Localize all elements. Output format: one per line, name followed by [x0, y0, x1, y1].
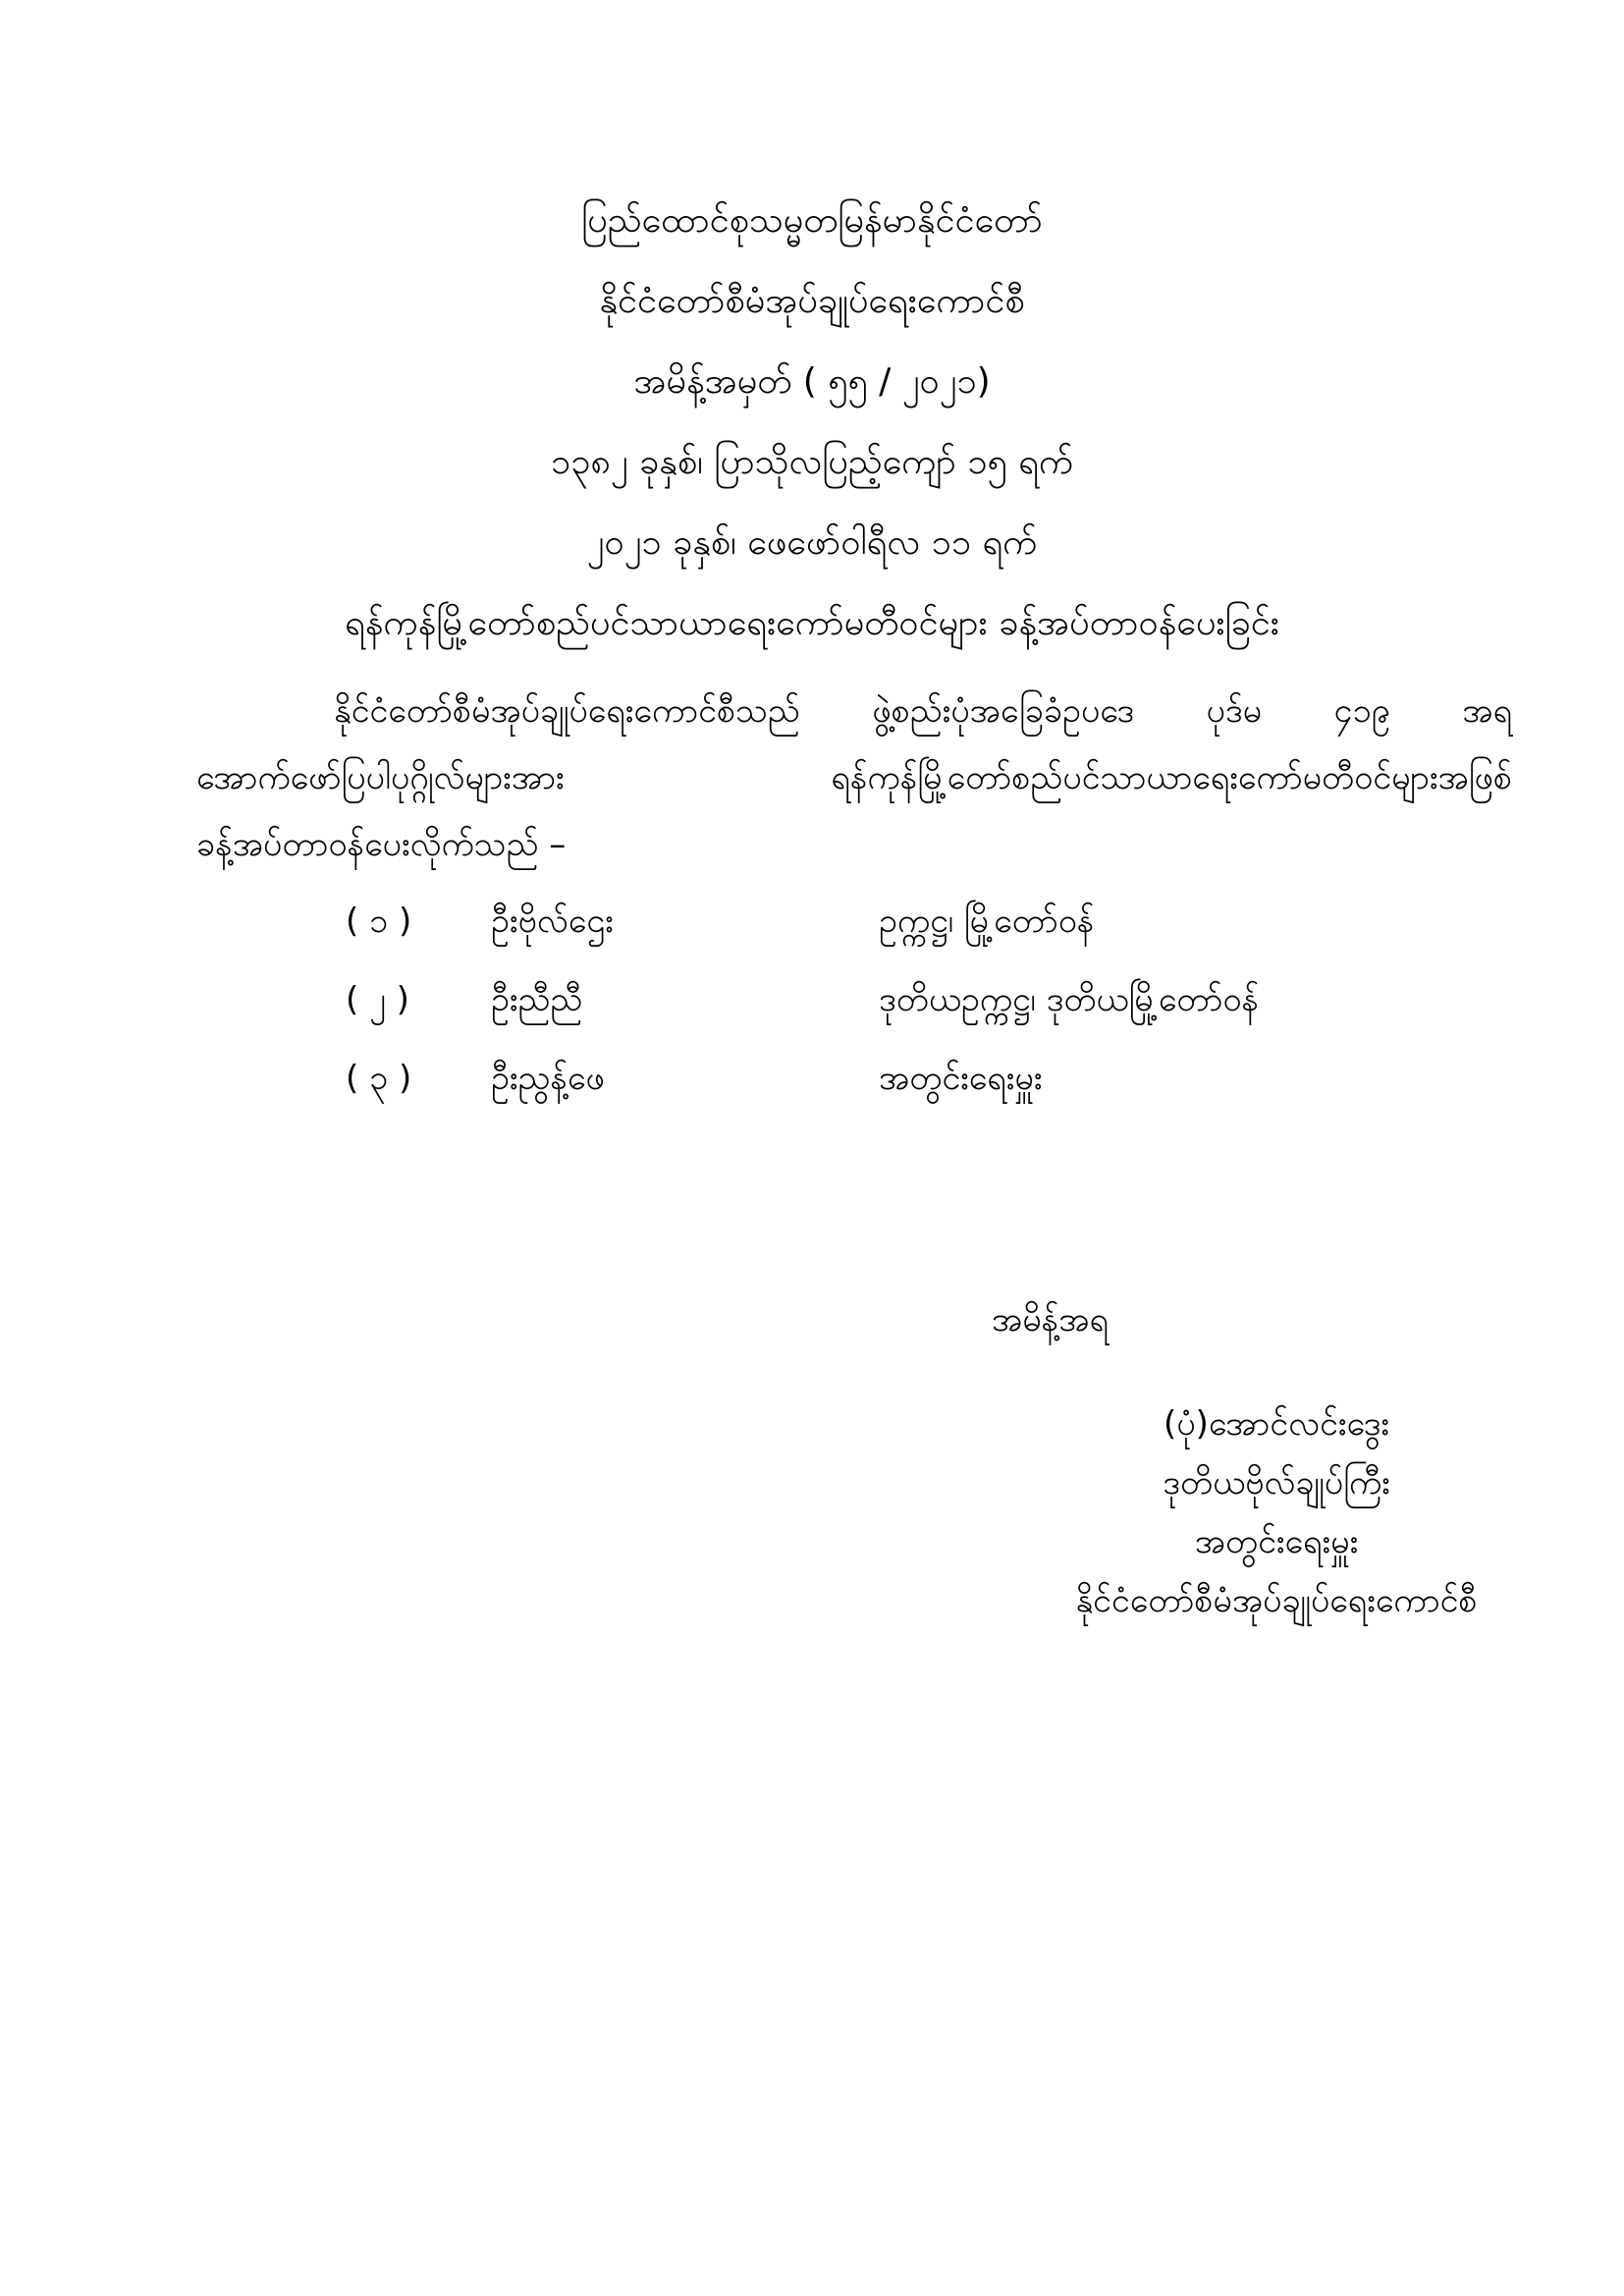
- heading-subject: ရန်ကုန်မြို့တော်စည်ပင်သာယာရေးကော်မတီဝင်များ ခန့်အပ်တာဝန်ပေးခြင်း: [345, 603, 1279, 643]
- signature-by-order: အမိန့်အရ: [992, 1300, 1109, 1339]
- list-item: [0, 894, 1624, 949]
- list-item-number: ( ၁ ): [346, 902, 412, 941]
- heading-order-number: အမိန့်အမှတ် ( ၅၅ / ၂၀၂၁): [633, 361, 991, 402]
- list-item-title: ဒုတိယဥက္ကဋ္ဌ၊ ဒုတိယမြို့တော်ဝန်: [879, 980, 1260, 1019]
- signature-block: [1011, 1394, 1542, 1630]
- list-item-name: ဦးဗိုလ်ဌေး: [491, 902, 614, 941]
- signature-rank: ဒုတိယဗိုလ်ချုပ်ကြီး: [1163, 1463, 1390, 1503]
- body-paragraph-line-2: အောက်ဖော်ပြပါပုဂ္ဂိုလ်များအား ရန်ကုန်မြို့တော်စည်ပင်သာယာရေးကော်မတီဝင်များအဖြစ်: [196, 758, 1512, 797]
- signature-name: (ပုံ)အောင်လင်းဒွေး: [1164, 1404, 1389, 1444]
- list-item-title: အတွင်းရေးမှူး: [879, 1059, 1043, 1098]
- heading-myanmar-date: ၁၃၈၂ ခုနှစ်၊ ပြာသိုလပြည့်ကျော် ၁၅ ရက်: [550, 442, 1074, 482]
- list-item-name: ဦးညွန့်ဖေ: [491, 1059, 605, 1098]
- list-item: [0, 972, 1624, 1027]
- list-item-title: ဥက္ကဋ္ဌ၊ မြို့တော်ဝန်: [879, 902, 1095, 941]
- list-item-number: ( ၃ ): [346, 1059, 412, 1098]
- body-paragraph-line-3: ခန့်အပ်တာဝန်ပေးလိုက်သည် –: [196, 825, 567, 864]
- list-item-number: ( ၂ ): [346, 980, 409, 1019]
- heading-country: ပြည်ထောင်စုသမ္မတမြန်မာနိုင်ငံတော်: [581, 200, 1043, 241]
- list-item: [0, 1051, 1624, 1106]
- heading-council: နိုင်ငံတော်စီမံအုပ်ချုပ်ရေးကောင်စီ: [599, 281, 1025, 321]
- heading-gregorian-date: ၂၀၂၁ ခုနှစ်၊ ဖေဖော်ဝါရီလ ၁၁ ရက်: [586, 522, 1038, 563]
- signature-position: အတွင်းရေးမှူး: [1194, 1522, 1359, 1561]
- list-item-name: ဦးညီညီ: [491, 980, 583, 1019]
- body-paragraph-line-1: နိုင်ငံတော်စီမံအုပ်ချုပ်ရေးကောင်စီသည် ဖွဲ့စည်းပုံအခြေခံဥပဒေ ပုဒ်မ ၄၁၉ အရ: [334, 691, 1512, 731]
- signature-organization: နိုင်ငံတော်စီမံအုပ်ချုပ်ရေးကောင်စီ: [1075, 1581, 1478, 1620]
